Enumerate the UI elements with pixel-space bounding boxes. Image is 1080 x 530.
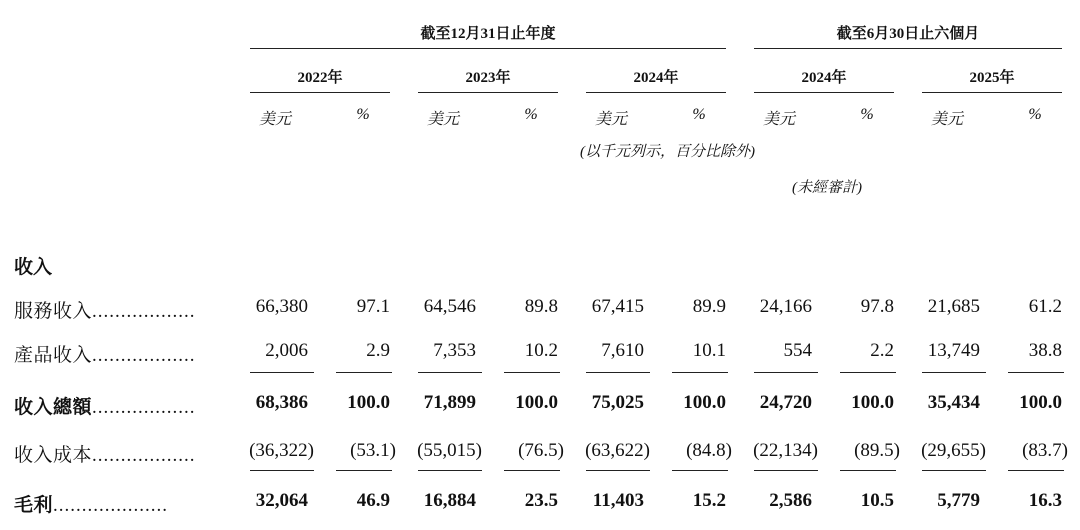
gross-profit-rule xyxy=(586,470,650,471)
table-cell: 100.0 xyxy=(347,392,390,413)
table-cell: 16.3 xyxy=(1028,490,1062,511)
table-cell: (22,134) xyxy=(753,440,818,461)
table-cell: (29,655) xyxy=(921,440,986,461)
row-label-service-revenue xyxy=(14,296,196,323)
year-header-2024: 2024年 xyxy=(633,70,679,86)
table-cell: 38.8 xyxy=(1028,340,1062,361)
subtotal-rule xyxy=(840,372,896,373)
gross-profit-rule xyxy=(1008,470,1064,471)
unit-pct: % xyxy=(524,106,538,123)
table-cell: 61.2 xyxy=(1028,296,1062,317)
table-cell: 7,353 xyxy=(433,340,476,361)
subtotal-rule xyxy=(250,372,314,373)
unit-usd: 美元 xyxy=(258,111,291,128)
unit-pct: % xyxy=(1028,106,1042,123)
leader-dots: .................... xyxy=(53,495,169,516)
table-cell: 100.0 xyxy=(683,392,726,413)
header-six-months: 截至6月30日止六個月 xyxy=(836,26,980,42)
table-cell: 2,586 xyxy=(769,490,812,511)
year-header-2022: 2022年 xyxy=(297,70,343,86)
subtotal-rule xyxy=(1008,372,1064,373)
unit-usd: 美元 xyxy=(930,111,963,128)
year-header-2023: 2023年 xyxy=(465,70,511,86)
leader-dots: .................. xyxy=(92,345,196,366)
subtotal-rule xyxy=(586,372,650,373)
row-label-text: 產品收入 xyxy=(14,345,93,366)
table-cell: 7,610 xyxy=(601,340,644,361)
table-cell: (53.1) xyxy=(350,440,396,461)
gross-profit-rule xyxy=(418,470,482,471)
table-cell: 67,415 xyxy=(591,296,644,317)
gross-profit-rule xyxy=(250,470,314,471)
table-cell: (84.8) xyxy=(686,440,732,461)
gross-profit-rule xyxy=(672,470,728,471)
section-title-revenue: 收入 xyxy=(14,257,53,278)
subtotal-rule xyxy=(504,372,560,373)
table-cell: 100.0 xyxy=(515,392,558,413)
rule-year-2022 xyxy=(250,92,390,93)
note-thousands: (以千元列示，百分比除外) xyxy=(580,144,755,160)
header-fiscal-year: 截至12月31日止年度 xyxy=(420,26,556,42)
table-cell: 554 xyxy=(783,340,812,361)
row-label-text: 收入成本 xyxy=(14,445,93,466)
table-cell: 89.9 xyxy=(692,296,726,317)
table-cell: (83.7) xyxy=(1022,440,1068,461)
rule-year-2024 xyxy=(586,92,726,93)
table-cell: 5,779 xyxy=(937,490,980,511)
table-cell: (89.5) xyxy=(854,440,900,461)
rule-year-2024-h1 xyxy=(754,92,894,93)
table-cell: 32,064 xyxy=(255,490,308,511)
table-cell: 16,884 xyxy=(423,490,476,511)
table-cell: 2.9 xyxy=(366,340,390,361)
table-cell: 21,685 xyxy=(927,296,980,317)
subtotal-rule xyxy=(336,372,392,373)
year-header-2024-h1: 2024年 xyxy=(801,70,847,86)
rule-year-2023 xyxy=(418,92,558,93)
gross-profit-rule xyxy=(754,470,818,471)
row-label-total-revenue xyxy=(14,392,196,419)
table-cell: 23.5 xyxy=(524,490,558,511)
gross-profit-rule xyxy=(922,470,986,471)
table-cell: 75,025 xyxy=(591,392,644,413)
table-cell: 100.0 xyxy=(1019,392,1062,413)
table-cell: 2,006 xyxy=(265,340,308,361)
unit-pct: % xyxy=(692,106,706,123)
unit-pct: % xyxy=(356,106,370,123)
table-cell: 10.5 xyxy=(860,490,894,511)
leader-dots: .................. xyxy=(92,445,196,466)
leader-dots: .................. xyxy=(92,301,196,322)
table-cell: (36,322) xyxy=(249,440,314,461)
table-cell: 100.0 xyxy=(851,392,894,413)
subtotal-rule xyxy=(418,372,482,373)
table-cell: 11,403 xyxy=(592,490,644,511)
table-cell: 24,166 xyxy=(759,296,812,317)
rule-group-fy xyxy=(250,48,726,49)
table-cell: 71,899 xyxy=(423,392,476,413)
row-label-gross-profit xyxy=(14,490,168,517)
subtotal-rule xyxy=(672,372,728,373)
table-cell: 64,546 xyxy=(423,296,476,317)
row-label-text: 服務收入 xyxy=(14,301,93,322)
subtotal-rule xyxy=(754,372,818,373)
unit-usd: 美元 xyxy=(594,111,627,128)
row-label-cost-of-revenue xyxy=(14,440,196,467)
table-cell: 2.2 xyxy=(870,340,894,361)
table-cell: 68,386 xyxy=(255,392,308,413)
table-cell: 66,380 xyxy=(255,296,308,317)
table-cell: (76.5) xyxy=(518,440,564,461)
table-cell: 15.2 xyxy=(692,490,726,511)
table-cell: (63,622) xyxy=(585,440,650,461)
gross-profit-rule xyxy=(336,470,392,471)
rule-year-2025-h1 xyxy=(922,92,1062,93)
unit-usd: 美元 xyxy=(762,111,795,128)
row-label-product-revenue xyxy=(14,340,196,367)
leader-dots: .................. xyxy=(92,397,196,418)
table-cell: 24,720 xyxy=(759,392,812,413)
row-label-text: 收入總額 xyxy=(14,397,93,418)
table-cell: 13,749 xyxy=(927,340,980,361)
table-cell: 97.8 xyxy=(860,296,894,317)
table-cell: 10.2 xyxy=(524,340,558,361)
table-cell: 97.1 xyxy=(356,296,390,317)
unit-usd: 美元 xyxy=(426,111,459,128)
note-unaudited: (未經審計) xyxy=(792,180,862,196)
year-header-2025-h1: 2025年 xyxy=(969,70,1015,86)
gross-profit-rule xyxy=(504,470,560,471)
table-cell: (55,015) xyxy=(417,440,482,461)
table-cell: 10.1 xyxy=(692,340,726,361)
row-label-text: 毛利 xyxy=(14,495,54,516)
table-cell: 46.9 xyxy=(356,490,390,511)
unit-pct: % xyxy=(860,106,874,123)
subtotal-rule xyxy=(922,372,986,373)
table-cell: 89.8 xyxy=(524,296,558,317)
gross-profit-rule xyxy=(840,470,896,471)
table-cell: 35,434 xyxy=(927,392,980,413)
rule-group-h1 xyxy=(754,48,1062,49)
